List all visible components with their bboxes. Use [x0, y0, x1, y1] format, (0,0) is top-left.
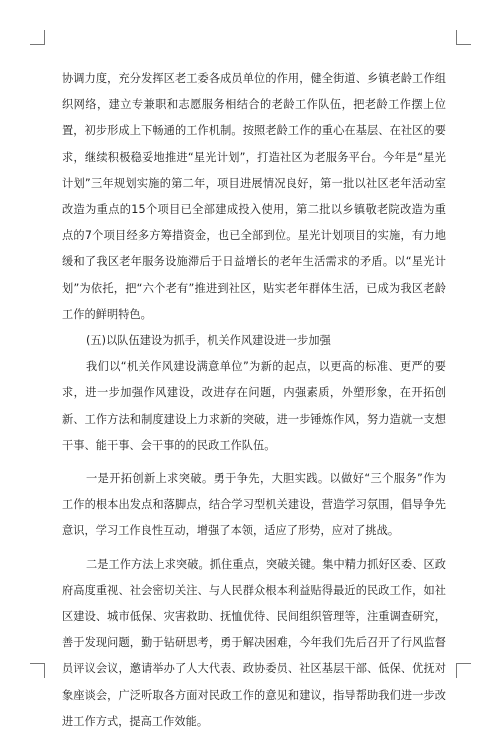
- paragraph-style-building: 我们以“机关作风建设满意单位”为新的起点，以更高的标准、更严的要求，进一步加强作风建设，改进存在问题，内强素质，外塑形象，在开拓创新、工作方法和制度建设上力求新的突破，进一步锤炼作风，努力造就一支想干事、能干事、会干事的的民政工作队伍。: [62, 360, 446, 452]
- paragraph-method-breakthrough: 二是工作方法上求突破。抓住重点，突破关键。集中精力抓好区委、区政府高度重视、社会密切关注、与人民群众根本利益贴得最近的民政工作，如社区建设、城市低保、灾害救助、抚恤优待、民间组织管理等，注重调查研究，善于发现问题，勤于钻研思考，勇于解决困难，今年我们先后召开了行风监督员评议会议，邀请举办了人大代表、政协委员、社区基层干部、低保、优抚对象座谈会，广泛听取各方面对民政工作的意见和建议，指导帮助我们进一步改进工作方式，提高工作效能。: [62, 557, 446, 728]
- crop-mark-top-right: [456, 30, 471, 45]
- crop-mark-bottom-left: [30, 663, 45, 678]
- paragraph-innovation-breakthrough: 一是开拓创新上求突破。勇于争先，大胆实践。以做好“三个服务”作为工作的根本出发点和落脚点，结合学习型机关建设，营造学习氛围，倡导争先意识，学习工作良性互动，增强了本领，适应了形势，应对了挑战。: [62, 472, 446, 538]
- document-body: [62, 66, 446, 735]
- paragraph-star-plan: 协调力度，充分发挥区老工委各成员单位的作用，健全街道、乡镇老龄工作组织网络，建立专兼职和志愿服务相结合的老龄工作队伍，把老龄工作摆上位置，初步形成上下畅通的工作机制。按照老龄工作的重心在基层、在社区的要求，继续积极稳妥地推进“星光计划”，打造社区为老服务平台。今年是“星光计划”三年规划实施的第二年，项目进展情况良好，第一批以社区老年活动室改造为重点的15个项目已全部建成投入使用，第二批以乡镇敬老院改造为重点的7个项目经多方筹措资金，也已全部到位。星光计划项目的实施，有力地缓和了我区老年服务设施滞后于日益增长的老年生活需求的矛盾。以“星光计划”为依托，把“六个老有”推进到社区，贴实老年群体生活，已成为我区老龄工作的鲜明特色。: [62, 72, 446, 321]
- crop-mark-top-left: [30, 30, 45, 45]
- section-heading-team-building: (五)以队伍建设为抓手，机关作风建设进一步加强: [86, 334, 331, 348]
- crop-mark-bottom-right: [456, 663, 471, 678]
